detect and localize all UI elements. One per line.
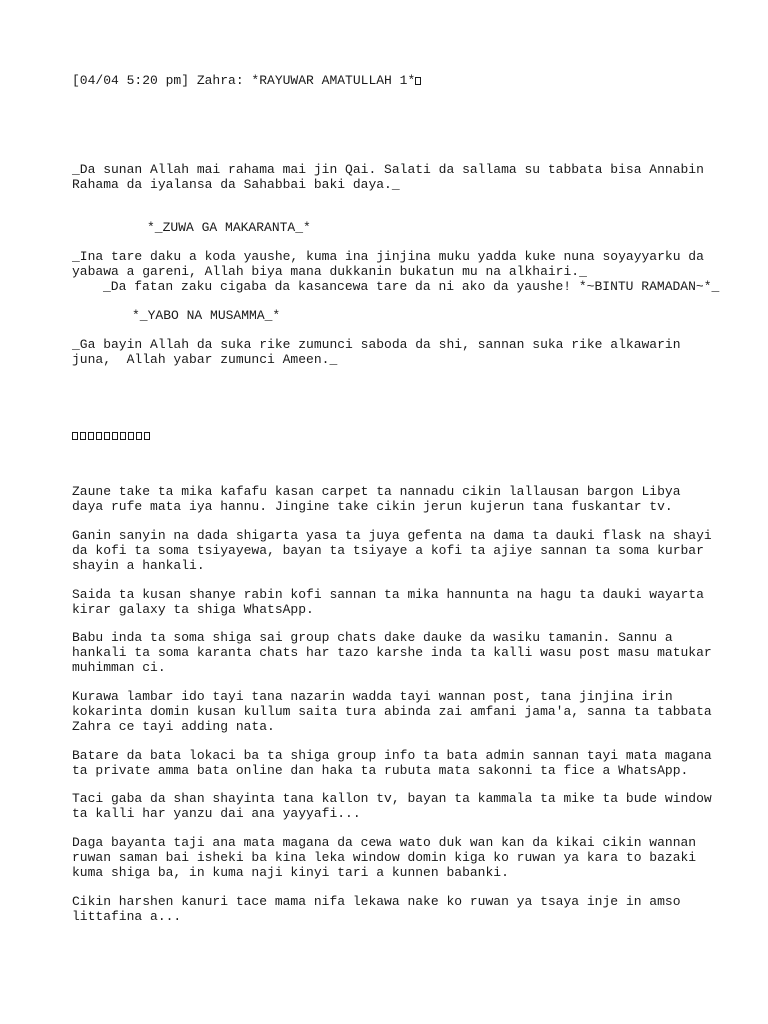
intro-line: _Da sunan Allah mai rahama mai jin Qai. Salati da sallama su tabbata bisa Annabin <box>72 162 704 177</box>
missing-glyph-icon <box>144 432 150 440</box>
missing-glyph-icon <box>128 432 134 440</box>
story-line: littafina a... <box>72 909 182 924</box>
story-line: da kofi ta soma tsiyayewa, bayan ta tsiyaye a kofi ta ajiye sannan ta soma kurbar <box>72 543 704 558</box>
missing-glyph-icon <box>415 77 421 85</box>
missing-glyph-icon <box>72 432 78 440</box>
missing-glyph-icon <box>136 432 142 440</box>
section-zuwa-line: _Da fatan zaku cigaba da kasancewa tare da ni ako da yaushe! *~BINTU RAMADAN~*_ <box>103 279 720 294</box>
section-title-zuwa: *_ZUWA GA MAKARANTA_* <box>147 220 311 235</box>
story-line: Batare da bata lokaci ba ta shiga group info ta bata admin sannan tayi mata magana <box>72 748 712 763</box>
story-line: ta kalli har yanzu dai ana yayyafi... <box>72 806 361 821</box>
missing-glyph-icon <box>80 432 86 440</box>
missing-glyph-icon <box>96 432 102 440</box>
section-yabo-line: juna, Allah yabar zumunci Ameen._ <box>72 352 338 367</box>
intro-line: Rahama da iyalansa da Sahabbai baki daya._ <box>72 177 400 192</box>
story-line: Ganin sanyin na dada shigarta yasa ta juya gefenta na dama ta dauki flask na shayi <box>72 528 712 543</box>
story-line: Kurawa lambar ido tayi tana nazarin wadda tayi wannan post, tana jinjina irin <box>72 689 673 704</box>
message-header-text: [04/04 5:20 pm] Zahra: *RAYUWAR AMATULLAH 1* <box>72 73 416 88</box>
story-line: daya rufe mata iya hannu. Jingine take cikin jerun kujerun tana fuskantar tv. <box>72 499 673 514</box>
story-line: Babu inda ta soma shiga sai group chats dake dauke da wasiku tamanin. Sannu a <box>72 630 673 645</box>
story-line: Zahra ce tayi adding nata. <box>72 719 275 734</box>
missing-glyph-icon <box>112 432 118 440</box>
story-line: ta private amma bata online dan haka ta rubuta mata sakonni ta fice a WhatsApp. <box>72 763 689 778</box>
missing-glyph-icon <box>104 432 110 440</box>
document-page <box>72 0 720 1024</box>
section-yabo-line: _Ga bayin Allah da suka rike zumunci saboda da shi, sannan suka rike alkawarin <box>72 337 681 352</box>
missing-glyph-icon <box>88 432 94 440</box>
story-line: muhimman ci. <box>72 660 166 675</box>
story-line: Zaune take ta mika kafafu kasan carpet ta nannadu cikin lallausan bargon Libya <box>72 484 681 499</box>
story-line: shayin a hankali. <box>72 558 205 573</box>
story-line: Cikin harshen kanuri tace mama nifa lekawa nake ko ruwan ya tsaya inje in amso <box>72 894 681 909</box>
story-line: kirar galaxy ta shiga WhatsApp. <box>72 602 314 617</box>
story-line: kuma shiga ba, in kuma naji kinyi tari a kunnen babanki. <box>72 865 509 880</box>
story-line: Saida ta kusan shanye rabin kofi sannan ta mika hannunta na hagu ta dauki wayarta <box>72 587 704 602</box>
story-line: Daga bayanta taji ana mata magana da cewa wato duk wan kan da kikai cikin wannan <box>72 835 697 850</box>
message-header <box>72 73 423 88</box>
story-line: ruwan saman bai isheki ba kina leka window domin kiga ko ruwan ya kara to bazaki <box>72 850 697 865</box>
missing-glyph-icon <box>120 432 126 440</box>
section-zuwa-line: _Ina tare daku a koda yaushe, kuma ina jinjina muku yadda kuke nuna soyayyarku da <box>72 249 704 264</box>
story-line: kokarinta domin kusan kullum saita tura abinda zai amfani jama'a, sanna ta tabbata <box>72 704 712 719</box>
story-line: Taci gaba da shan shayinta tana kallon tv, bayan ta kammala ta mike ta bude window <box>72 791 712 806</box>
story-line: hankali ta soma karanta chats har tazo karshe inda ta kalli wasu post masu matukar <box>72 645 712 660</box>
divider-glyphs <box>72 428 152 440</box>
section-zuwa-line: yabawa a gareni, Allah biya mana dukkanin bukatun mu na alkhairi._ <box>72 264 587 279</box>
section-title-yabo: *_YABO NA MUSAMMA_* <box>132 308 281 323</box>
